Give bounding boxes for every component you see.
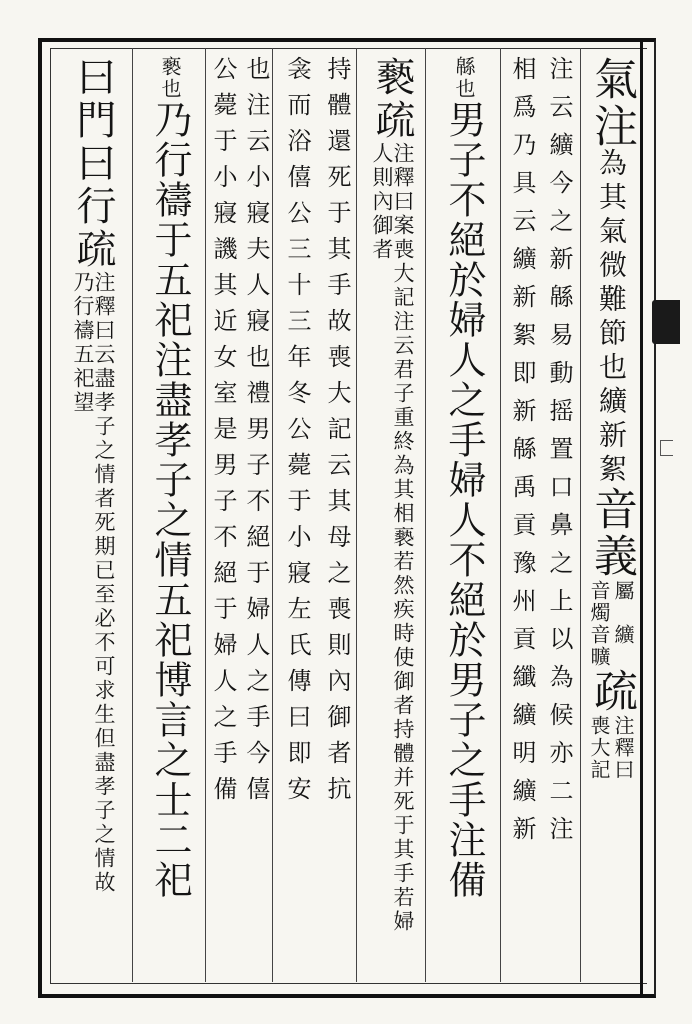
column-6b bbox=[278, 56, 316, 976]
column-rule bbox=[356, 48, 357, 982]
main-text: 疏 bbox=[586, 668, 637, 715]
commentary-text: 持體還死于其手故喪大記云其母之喪則內御者抗 bbox=[323, 56, 351, 812]
commentary-text: 注云纊今之新緜易動摇置口鼻之上以為候亦二注 bbox=[545, 56, 573, 854]
annotation-text: 纊 bbox=[611, 624, 635, 646]
commentary-text: 也注云小寢夫人寢也禮男子不絕于婦人之手今僖 bbox=[242, 56, 270, 812]
commentary-text: 注釋曰云盡孝子之情者死期已至必不可求生但盡孝子之情故乃行禱五祀望 bbox=[71, 271, 116, 895]
column-rule bbox=[580, 48, 581, 982]
column-7a bbox=[240, 56, 272, 976]
annotation-pair bbox=[589, 715, 633, 781]
column-rule bbox=[272, 48, 273, 982]
annotation-text: 緜也 bbox=[452, 56, 476, 100]
column-rule bbox=[425, 48, 426, 982]
annotation-pair bbox=[589, 580, 633, 624]
ink-blot bbox=[652, 300, 680, 344]
column-rule bbox=[500, 48, 501, 982]
column-5 bbox=[360, 56, 424, 976]
column-7b bbox=[207, 56, 239, 976]
annotation-pair bbox=[589, 624, 633, 668]
annotation-text: 屬 bbox=[611, 580, 635, 602]
spine-bar bbox=[640, 38, 643, 994]
annotation-text: 注釋曰 bbox=[611, 715, 635, 781]
column-3 bbox=[503, 56, 541, 976]
annotation-text: 音曠 bbox=[587, 624, 611, 668]
main-text: 氣注 bbox=[586, 56, 637, 150]
column-4 bbox=[428, 56, 500, 976]
column-6a bbox=[318, 56, 356, 976]
main-text: 音義 bbox=[586, 486, 637, 580]
commentary-text: 衾而浴僖公三十三年冬公薨于小寢左氏傳曰即安 bbox=[283, 56, 311, 812]
main-text: 男子不絕於婦人之手婦人不絕於男子之手注備 bbox=[442, 100, 486, 900]
column-8 bbox=[136, 56, 204, 976]
annotation-text: 音燭 bbox=[587, 580, 611, 624]
main-text: 乃行禱于五祀注盡孝子之情五祀博言之士二祀 bbox=[148, 100, 192, 900]
column-rule bbox=[205, 48, 206, 982]
edge-mark bbox=[660, 440, 673, 456]
annotation-text: 喪大記 bbox=[587, 715, 611, 781]
commentary-text: 注釋曰案喪大記注云君子重終為其相褻若然疾時使御者持體并死于其手若婦人則內御者 bbox=[370, 142, 415, 934]
column-rule bbox=[132, 48, 133, 982]
column-1 bbox=[582, 56, 640, 976]
main-text: 褻疏 bbox=[369, 56, 415, 142]
annotation-text: 褻也 bbox=[158, 56, 182, 100]
main-text: 曰門曰行 bbox=[70, 56, 116, 228]
commentary-text: 公薨于小寢譏其近女室是男子不絕于婦人之手備 bbox=[209, 56, 237, 812]
column-2 bbox=[540, 56, 578, 976]
commentary-text: 相爲乃具云纊新絮即新緜禹貢豫州貢纖纊明纊新 bbox=[508, 56, 536, 854]
main-text: 為其氣微難節也纊新絮 bbox=[595, 148, 628, 488]
column-9 bbox=[56, 56, 130, 976]
main-text: 疏 bbox=[70, 228, 116, 271]
